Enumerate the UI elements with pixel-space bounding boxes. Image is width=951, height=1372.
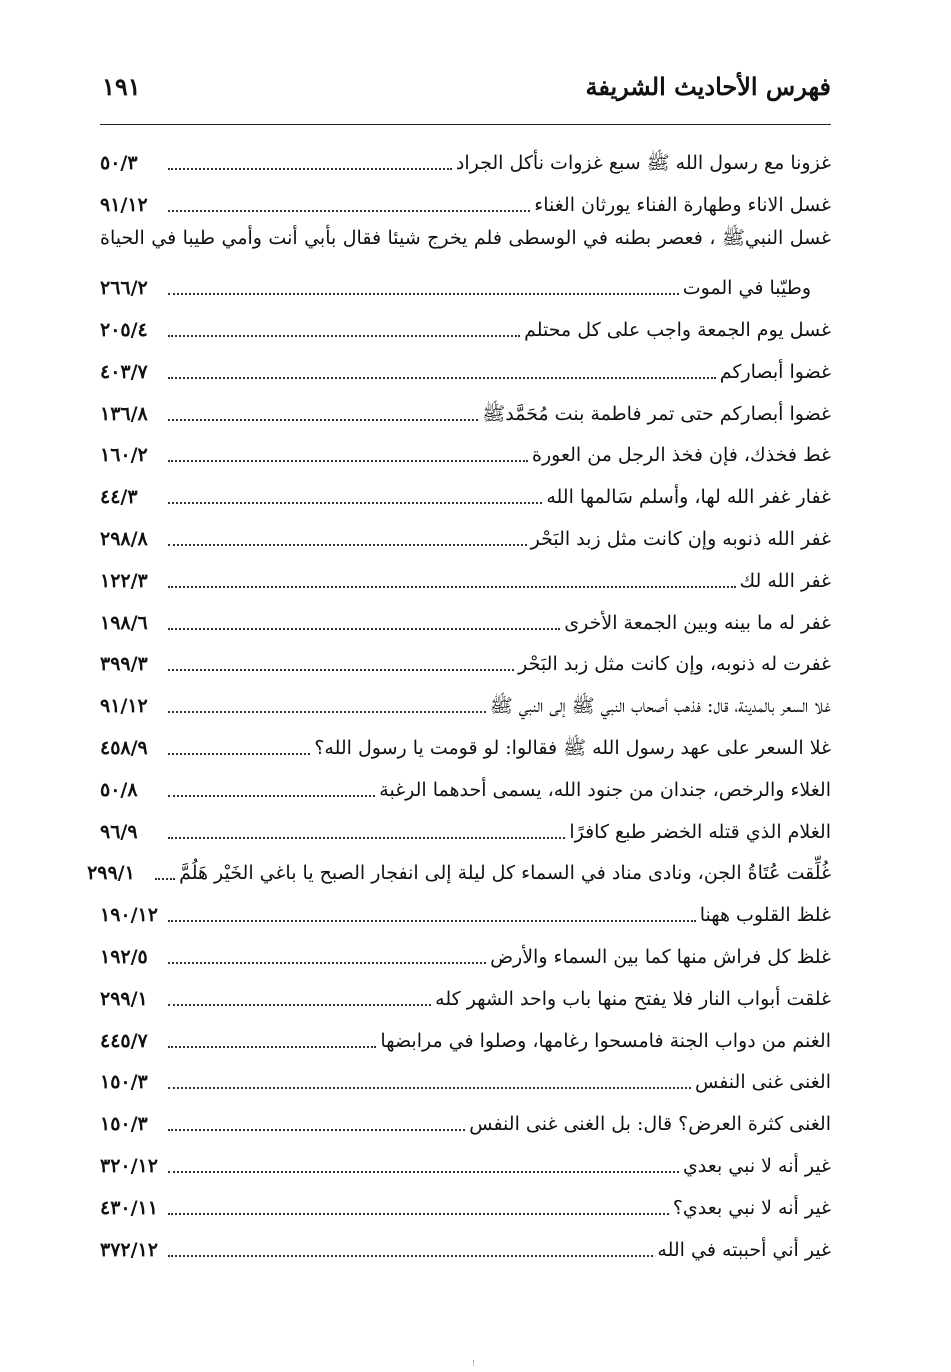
- leader-dots: [168, 1046, 376, 1048]
- leader-dots: [168, 669, 514, 671]
- entry-reference: ١٣٦/٨: [100, 402, 148, 425]
- entry-reference: ٤٤٥/٧: [100, 1029, 148, 1052]
- entry-text: غفر له ما بينه وبين الجمعة الأخرى: [564, 611, 831, 634]
- index-entry: [100, 894, 831, 936]
- entry-text: غلظ كل فراش منها كما بين السماء والأرض: [490, 946, 831, 969]
- index-entry: [100, 142, 831, 184]
- leader-dots: [168, 210, 530, 212]
- index-entry: [100, 1103, 831, 1145]
- leader-dots: [155, 878, 175, 880]
- index-entry: [100, 393, 831, 435]
- entry-reference: ٤٥٨/٩: [100, 737, 148, 760]
- entry-text: الغلاء والرخص، جندان من جنود الله، يسمى أحدهما الرغبة: [379, 778, 831, 801]
- entry-text: غسل النبيﷺ ، فعصر بطنه في الوسطى فلم يخرج شيئا فقال بأبي أنت وأمي طيبا في الحياة: [100, 226, 831, 249]
- leader-dots: [168, 335, 520, 337]
- entry-reference: ٩١/١٢: [100, 193, 148, 216]
- leader-dots: [168, 544, 527, 546]
- entry-text: غلقت أبواب النار فلا يفتح منها باب واحد الشهر كله: [435, 987, 831, 1010]
- index-entry: [100, 1020, 831, 1062]
- entry-reference: ٣٩٩/٣: [100, 653, 148, 676]
- entry-text: غُلِّقت عُتَاةُ الجن، ونادى مناد في السماء كل ليلة إلى انفجار الصبح يا باغي الخَيْر هَلُمَّ: [179, 862, 831, 885]
- page-edge-mark: [473, 1360, 475, 1366]
- index-entry: [87, 853, 831, 895]
- entry-text: غسل الاناء وطهارة الفناء يورثان الغناء: [534, 193, 831, 216]
- index-entry: [100, 1062, 831, 1104]
- header-rule: [100, 124, 831, 125]
- leader-dots: [168, 1255, 653, 1257]
- entry-reference: ٥٠/٣: [100, 151, 138, 174]
- index-entry: [100, 309, 831, 351]
- page-header: [100, 62, 831, 112]
- index-entry: [100, 936, 831, 978]
- entry-reference: ٤٣٠/١١: [100, 1196, 158, 1219]
- entry-text: غضوا أبصاركم: [719, 360, 831, 383]
- index-entry: [100, 602, 831, 644]
- entry-text: غير أنه لا نبي بعدي؟: [672, 1196, 831, 1219]
- entry-reference: ٢٩٩/١: [87, 862, 135, 885]
- entry-text: الغنى كثرة العرض؟ قال: بل الغنى غنى النفس: [469, 1113, 831, 1136]
- page-title: فهرس الأحاديث الشريفة: [585, 72, 831, 101]
- entry-reference: ٤٠٣/٧: [100, 360, 148, 383]
- entry-text: وطيّبا في الموت: [682, 277, 811, 300]
- entry-reference: ٩٦/٩: [100, 820, 138, 843]
- entry-reference: ٢٩٩/١: [100, 987, 148, 1010]
- leader-dots: [168, 502, 542, 504]
- leader-dots: [168, 795, 375, 797]
- index-list: [87, 142, 831, 1271]
- entry-text: غفار غفر الله لها، وأسلم سَالمها الله: [546, 486, 831, 509]
- leader-dots: [168, 293, 679, 295]
- leader-dots: [168, 1171, 679, 1173]
- entry-text: غفر الله ذنوبه وإن كانت مثل زبد البَحْر: [530, 528, 831, 551]
- entry-text: غير أني أحببته في الله: [657, 1238, 831, 1261]
- entry-reference: ١٩٢/٥: [100, 946, 148, 969]
- index-entry: [100, 769, 831, 811]
- leader-dots: [168, 1213, 669, 1215]
- leader-dots: [168, 753, 310, 755]
- entry-reference: ٢٦٦/٢: [100, 277, 148, 300]
- index-entry: [100, 1229, 831, 1271]
- entry-text: الغلام الذي قتله الخضر طبع كافرًا: [569, 820, 831, 843]
- entry-reference: ١٥٠/٣: [100, 1071, 148, 1094]
- entry-reference: ٢٩٨/٨: [100, 528, 148, 551]
- index-entry: [100, 1145, 831, 1187]
- entry-text: غفرت له ذنوبه، وإن كانت مثل زبد البَحْر: [518, 653, 831, 676]
- index-entry: [100, 644, 831, 686]
- index-entry: [100, 978, 831, 1020]
- entry-reference: ١٥٠/٣: [100, 1113, 148, 1136]
- leader-dots: [168, 1087, 691, 1089]
- index-entry: [100, 351, 831, 393]
- index-entry: [100, 685, 831, 727]
- leader-dots: [168, 962, 486, 964]
- entry-reference: ٩١/١٢: [100, 695, 148, 718]
- entry-reference: ٢٠٥/٤: [100, 319, 148, 342]
- index-entry: [100, 435, 831, 477]
- entry-text: الغنم من دواب الجنة فامسحوا رغامها، وصلوا في مرابضها: [380, 1029, 831, 1052]
- entry-text: غلظ القلوب ههنا: [699, 904, 831, 927]
- entry-reference: ١٩٨/٦: [100, 611, 148, 634]
- leader-dots: [168, 711, 486, 713]
- entry-reference: ٣٧٢/١٢: [100, 1238, 158, 1261]
- leader-dots: [168, 460, 528, 462]
- entry-reference: ٥٠/٨: [100, 778, 138, 801]
- entry-text: غير أنه لا نبي بعدي: [682, 1155, 831, 1178]
- index-entry: [100, 184, 831, 226]
- entry-text: غزونا مع رسول الله ﷺ سبع غزوات نأكل الجراد: [455, 151, 831, 174]
- leader-dots: [168, 628, 560, 630]
- entry-text: غط فخذك، فإن فخذ الرجل من العورة: [532, 444, 831, 467]
- index-entry: [100, 811, 831, 853]
- index-entry-continuation: [100, 267, 831, 309]
- entry-reference: ١٩٠/١٢: [100, 904, 158, 927]
- entry-reference: ٣٢٠/١٢: [100, 1155, 158, 1178]
- leader-dots: [168, 168, 452, 170]
- index-entry: [100, 518, 831, 560]
- index-entry: [100, 1187, 831, 1229]
- leader-dots: [168, 377, 716, 379]
- entry-text: الغنى غنى النفس: [694, 1071, 831, 1094]
- entry-text: غسل يوم الجمعة واجب على كل محتلم: [524, 319, 831, 342]
- entry-reference: ١٦٠/٢: [100, 444, 148, 467]
- leader-dots: [168, 419, 478, 421]
- entry-reference: ١٢٢/٣: [100, 569, 148, 592]
- leader-dots: [168, 1129, 465, 1131]
- index-entry: [100, 226, 831, 268]
- leader-dots: [168, 1004, 431, 1006]
- entry-text: غلا السعر على عهد رسول الله ﷺ فقالوا: لو قومت يا رسول الله؟: [314, 737, 831, 760]
- index-entry: [100, 727, 831, 769]
- entry-text: غضوا أبصاركم حتى تمر فاطمة بنت مُحَمَّدﷺ: [482, 402, 831, 425]
- index-entry: [100, 476, 831, 518]
- leader-dots: [168, 837, 565, 839]
- leader-dots: [168, 586, 736, 588]
- entry-reference: ٤٤/٣: [100, 486, 138, 509]
- entry-text: غلا السعر بالمدينة، قال: فذهب أصحاب النبي ﷺ إلى النبي ﷺ: [489, 695, 831, 718]
- index-entry: [100, 560, 831, 602]
- entry-text: غفر الله لك: [739, 569, 831, 592]
- leader-dots: [168, 920, 696, 922]
- page-number: ١٩١: [102, 72, 141, 101]
